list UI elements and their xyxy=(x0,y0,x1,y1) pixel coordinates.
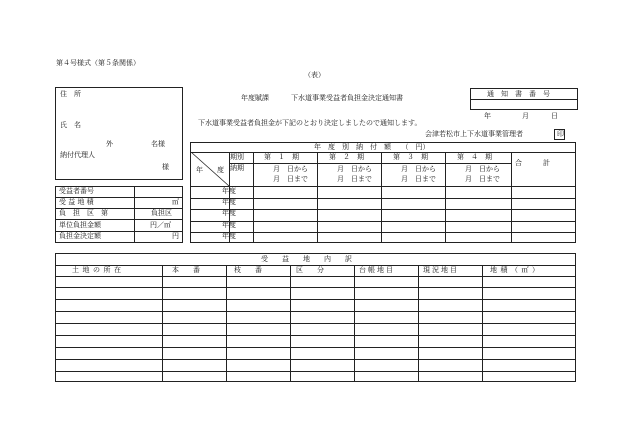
period-header: 第 ２ 期 xyxy=(329,153,364,161)
land-column-header: 枝 番 xyxy=(234,266,266,274)
due-until: 月 日まで xyxy=(465,175,500,183)
due-from: 月 日から xyxy=(273,165,308,173)
info-row-label: 受益者番号 xyxy=(59,187,94,195)
document-title: 下水道事業受益者負担金決定通知書 xyxy=(291,94,403,102)
info-row-label: 単位負担金額 xyxy=(59,221,101,229)
period-header: 第 ３ 期 xyxy=(393,153,428,161)
land-column-header: 本 番 xyxy=(172,266,204,274)
info-row-label: 負 担 区 第 xyxy=(59,209,108,217)
period-header: 第 ４ 期 xyxy=(457,153,492,161)
date-month: 月 xyxy=(522,112,529,120)
date-day: 日 xyxy=(551,112,558,120)
year-row-label: 年度 xyxy=(222,232,236,240)
agent-label: 納付代理人 xyxy=(60,151,95,159)
schedule-header: 年 度 別 納 付 額 （ 円） xyxy=(314,143,430,151)
due-from: 月 日から xyxy=(337,165,372,173)
date-year: 年 xyxy=(484,112,491,120)
due-from: 月 日から xyxy=(465,165,500,173)
due-label: 納期 xyxy=(230,164,244,172)
notice-number-label: 通 知 書 番 号 xyxy=(487,90,550,98)
land-title: 受 益 地 内 訳 xyxy=(261,255,352,263)
name-label: 氏 名 xyxy=(60,121,81,129)
period-header: 第 １ 期 xyxy=(264,153,299,161)
info-row-label: 負担金決定額 xyxy=(59,232,101,240)
notice-number-box xyxy=(470,88,578,110)
land-column-header: 地積（㎡） xyxy=(490,266,543,274)
schedule-table xyxy=(190,142,576,243)
issuer: 会津若松市上下水道事業管理者 xyxy=(425,130,523,138)
sama-label: 様 xyxy=(162,163,169,171)
year-levy-label: 年度賦課 xyxy=(241,94,269,102)
year-row-label: 年度 xyxy=(222,209,236,217)
seal-box xyxy=(554,129,565,140)
land-column-header: 現況地目 xyxy=(423,266,459,274)
year-row-label: 年度 xyxy=(222,187,236,195)
address-label: 住 所 xyxy=(60,90,81,98)
due-until: 月 日まで xyxy=(337,175,372,183)
form-number: 第４号様式（第５条関係） xyxy=(56,59,140,67)
land-column-header: 区 分 xyxy=(296,266,328,274)
year-row-label: 年度 xyxy=(222,221,236,229)
land-column-header: 土地の所在 xyxy=(72,266,125,274)
total-header: 合 計 xyxy=(515,159,550,167)
side-label: （表） xyxy=(304,71,325,79)
seal-mark: 印 xyxy=(557,130,564,138)
info-row-unit: ㎡ xyxy=(172,198,179,206)
land-column-header: 台帳地目 xyxy=(359,266,395,274)
year-row-label: 年度 xyxy=(222,198,236,206)
info-row-unit: 円 xyxy=(172,232,179,240)
outside-prefix: 外 xyxy=(106,140,113,148)
notice-message: 下水道事業受益者負担金が下記のとおり決定しましたので通知します。 xyxy=(198,119,422,127)
info-row-unit: 円／㎡ xyxy=(150,221,171,229)
info-row-label: 受 益 地 積 xyxy=(59,198,94,206)
period-label: 期別 xyxy=(230,153,244,161)
info-row-unit: 負担区 xyxy=(151,209,172,217)
due-until: 月 日まで xyxy=(401,175,436,183)
due-until: 月 日まで xyxy=(273,175,308,183)
outside-suffix: 名様 xyxy=(151,140,165,148)
year-column-label: 年 度 xyxy=(196,166,224,174)
due-from: 月 日から xyxy=(401,165,436,173)
